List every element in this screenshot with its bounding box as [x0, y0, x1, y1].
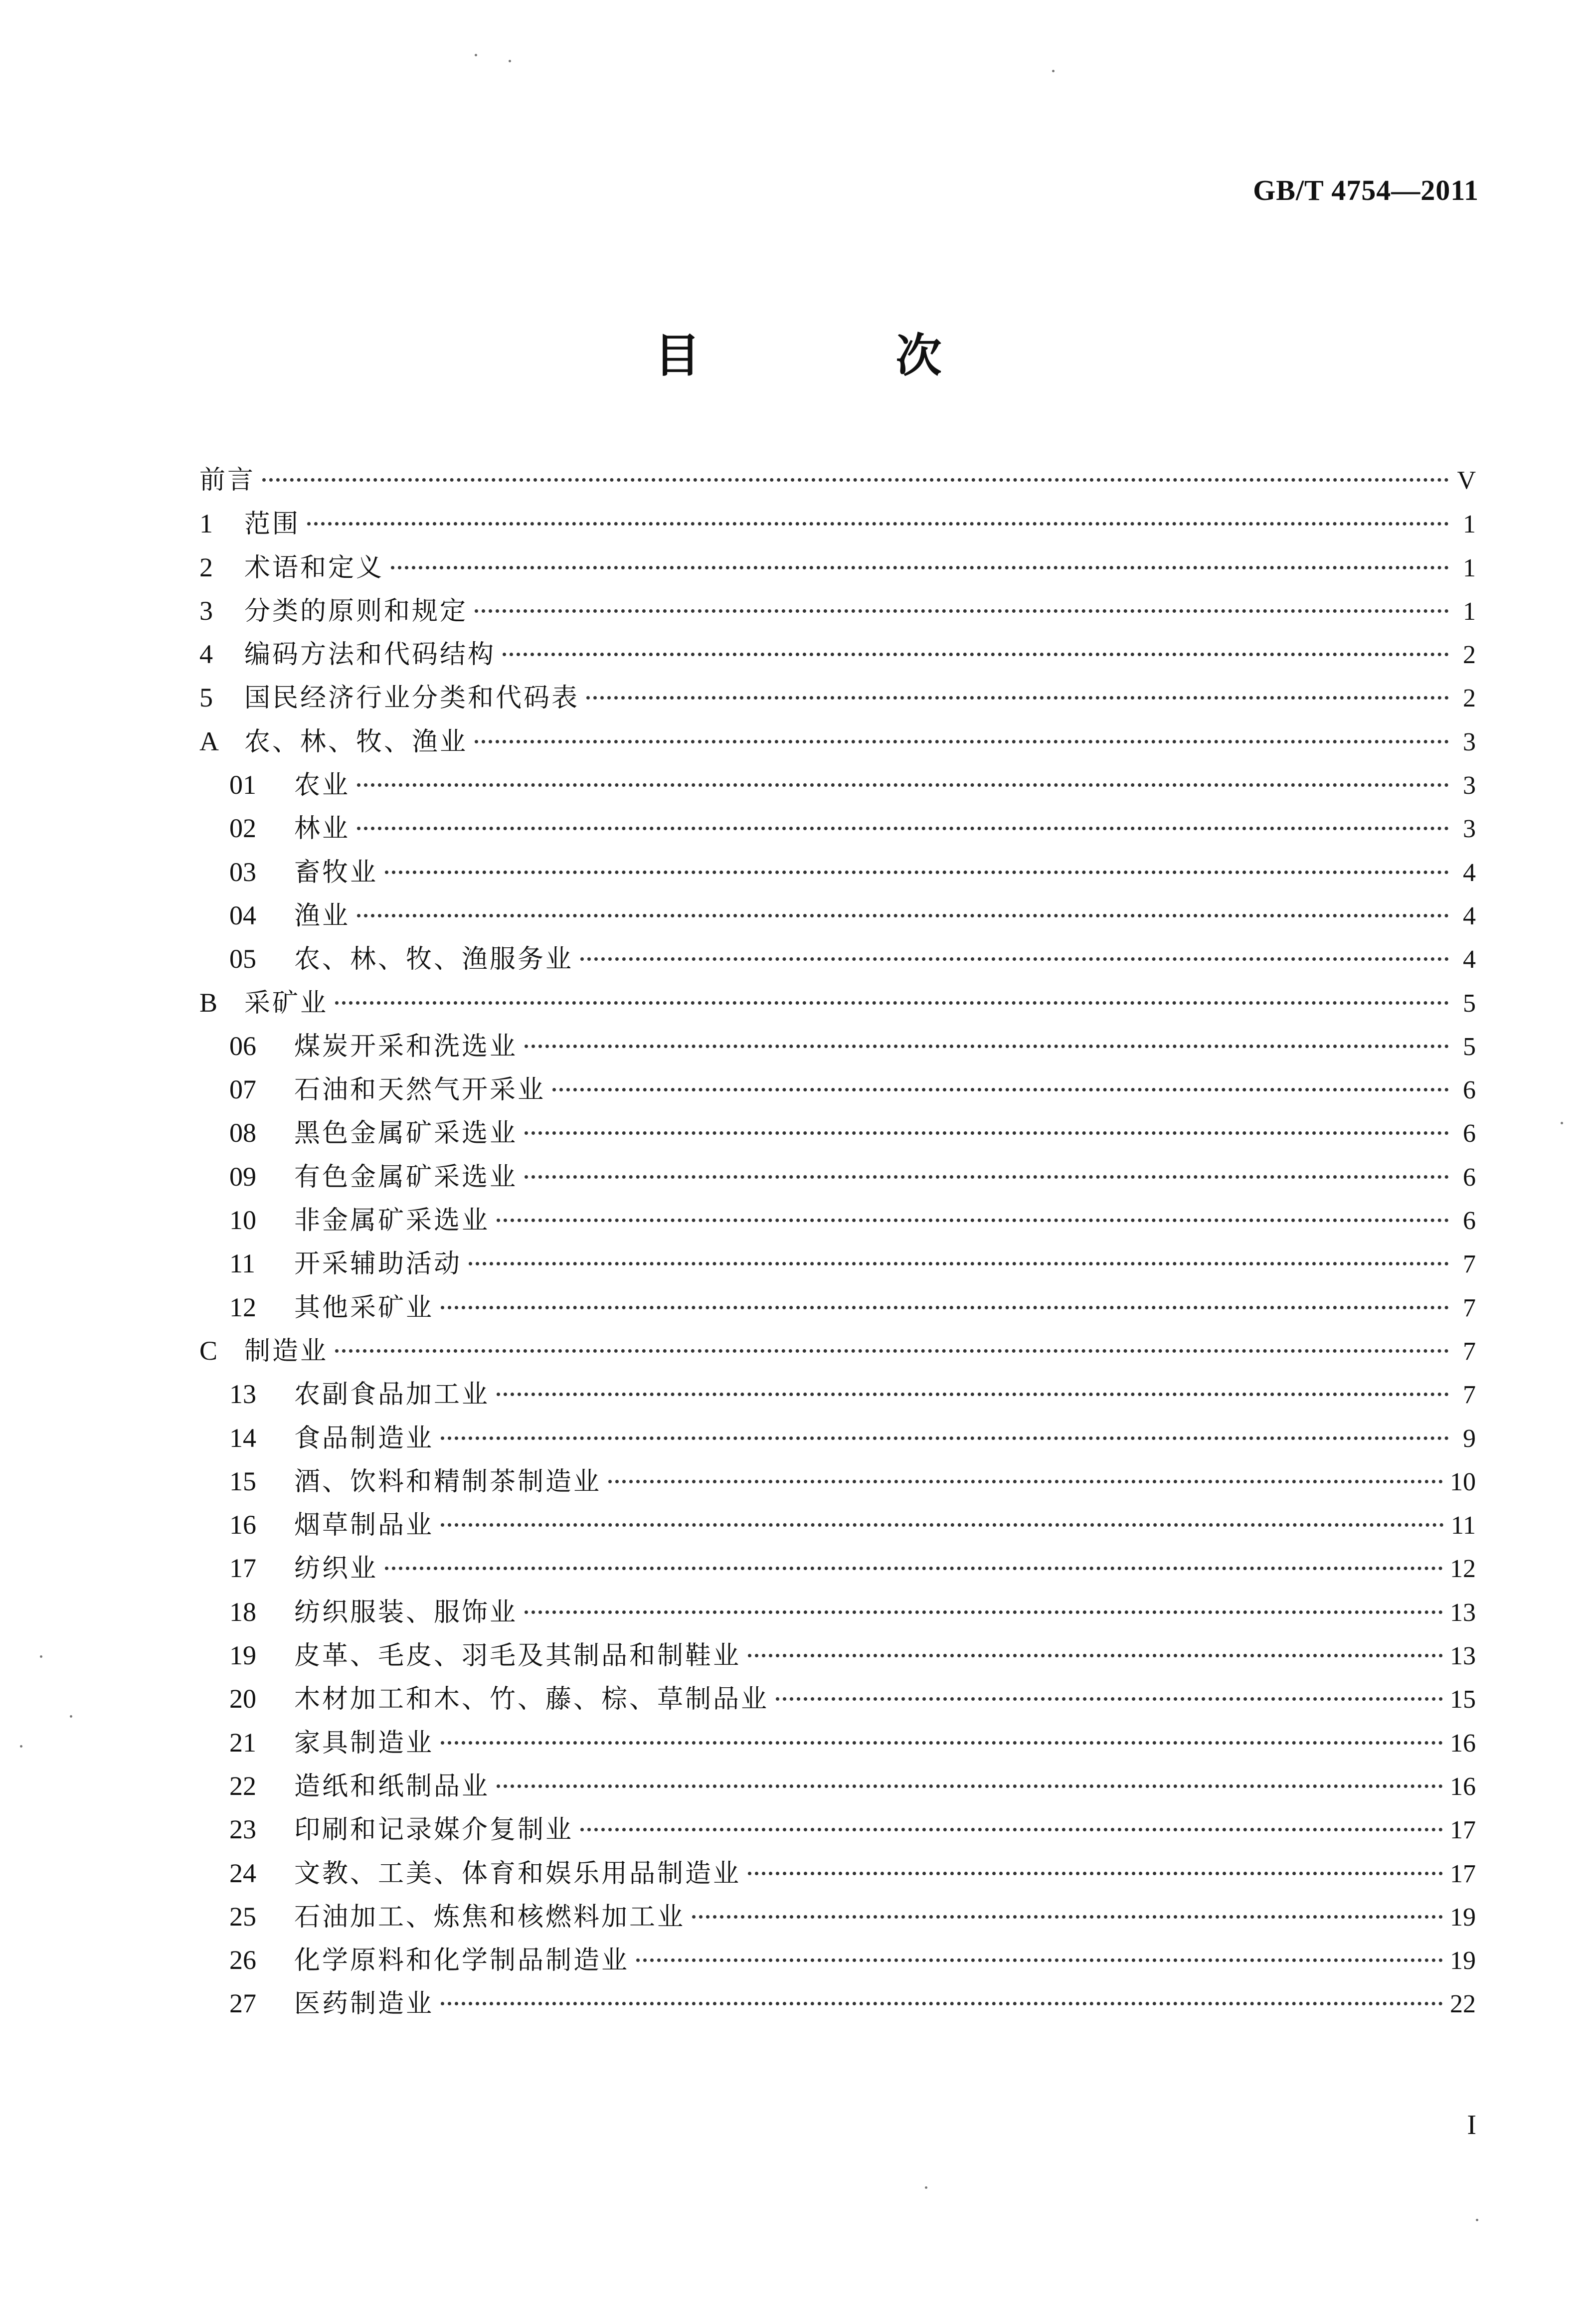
dot-leader	[307, 522, 1449, 526]
toc-entry-label: 采矿业	[244, 988, 329, 1018]
dot-leader	[525, 1045, 1449, 1048]
toc-entry[interactable]	[199, 502, 1476, 545]
toc-entry-page: 6	[1463, 1076, 1476, 1105]
toc-entry-label: 农、林、牧、渔业	[244, 726, 468, 757]
toc-entry-number: 1	[199, 509, 213, 539]
toc-entry-page: 1	[1463, 510, 1476, 539]
dot-leader	[497, 1393, 1449, 1396]
toc-entry-number: 18	[229, 1596, 256, 1627]
scan-speck	[70, 1715, 72, 1718]
toc-entry-label: 家具制造业	[294, 1728, 434, 1758]
toc-entry-number: 16	[229, 1510, 256, 1540]
toc-entry[interactable]	[199, 1721, 1476, 1765]
toc-entry-label: 医药制造业	[294, 1989, 434, 2019]
toc-entry-number: 01	[229, 770, 256, 800]
toc-entry-label: 农副食品加工业	[294, 1380, 490, 1410]
toc-entry-number: 06	[229, 1031, 256, 1061]
toc-entry-page: 4	[1463, 901, 1476, 930]
toc-entry-number: 13	[229, 1379, 256, 1410]
dot-leader	[497, 1784, 1443, 1788]
toc-entry[interactable]	[199, 1677, 1476, 1721]
toc-entry-label: 分类的原则和规定	[244, 596, 468, 626]
toc-entry-page: 16	[1450, 1772, 1476, 1801]
toc-entry[interactable]	[199, 1286, 1476, 1329]
toc-entry-page: 5	[1463, 1032, 1476, 1061]
toc-entry-label: 编码方法和代码结构	[244, 640, 496, 670]
toc-entry-label: 食品制造业	[294, 1423, 434, 1453]
toc-entry[interactable]	[199, 1852, 1476, 1895]
toc-entry-label: 石油加工、炼焦和核燃料加工业	[294, 1902, 686, 1932]
toc-entry-label: 皮革、毛皮、羽毛及其制品和制鞋业	[294, 1641, 741, 1671]
scan-speck	[20, 1745, 22, 1748]
toc-entry-number: 24	[229, 1858, 256, 1888]
toc-entry[interactable]	[199, 633, 1476, 676]
toc-entry[interactable]	[199, 1808, 1476, 1851]
toc-entry-page: 7	[1463, 1250, 1476, 1279]
toc-entry-number: A	[199, 726, 219, 756]
dot-leader	[748, 1872, 1443, 1875]
toc-entry[interactable]	[199, 1503, 1476, 1547]
toc-entry[interactable]	[199, 1591, 1476, 1634]
toc-entry[interactable]	[199, 676, 1476, 719]
dot-leader	[469, 1262, 1449, 1265]
toc-entry-label: 黑色金属矿采选业	[294, 1118, 518, 1149]
toc-entry-number: 10	[229, 1205, 256, 1236]
toc-entry-number: 02	[229, 813, 256, 844]
table-of-contents	[199, 459, 1476, 2026]
toc-entry-label: 纺织业	[294, 1554, 378, 1584]
page-title: 目 次	[654, 329, 1017, 382]
dot-leader	[776, 1697, 1443, 1701]
toc-entry-page: 2	[1463, 641, 1476, 670]
toc-entry-page: 9	[1463, 1424, 1476, 1453]
toc-entry[interactable]	[199, 1329, 1476, 1373]
dot-leader	[525, 1131, 1449, 1135]
dot-leader	[385, 1567, 1443, 1570]
toc-entry-label: 印刷和记录媒介复制业	[294, 1815, 574, 1845]
scan-speck	[475, 54, 477, 56]
dot-leader	[748, 1654, 1443, 1657]
toc-entry-label: 前言	[199, 465, 256, 495]
toc-entry-number: 12	[229, 1292, 256, 1322]
toc-entry-label: 酒、饮料和精制茶制造业	[294, 1466, 602, 1497]
toc-entry-page: 3	[1463, 727, 1476, 756]
toc-entry-label: 石油和天然气开采业	[294, 1075, 546, 1105]
toc-entry-number: 27	[229, 1988, 256, 2019]
toc-entry-label: 有色金属矿采选业	[294, 1162, 518, 1192]
toc-entry-number: 4	[199, 639, 213, 670]
toc-entry-label: 非金属矿采选业	[294, 1206, 490, 1236]
toc-entry-number: 17	[229, 1553, 256, 1584]
toc-entry-number: 2	[199, 552, 213, 582]
toc-entry[interactable]	[199, 1765, 1476, 1808]
toc-entry-label: 农、林、牧、渔服务业	[294, 944, 574, 975]
toc-entry-page: 6	[1463, 1207, 1476, 1236]
toc-entry-page: 11	[1450, 1511, 1476, 1540]
dot-leader	[475, 609, 1449, 613]
toc-entry-label: 渔业	[294, 900, 351, 931]
toc-entry-page: 17	[1450, 1859, 1476, 1888]
toc-entry-label: 范围	[244, 509, 301, 539]
dot-leader	[335, 1349, 1449, 1353]
dot-leader	[692, 1915, 1443, 1919]
toc-entry-number: 5	[199, 683, 213, 713]
toc-entry[interactable]	[199, 1068, 1476, 1111]
dot-leader	[552, 1088, 1449, 1091]
toc-entry-page: 7	[1463, 1381, 1476, 1410]
toc-entry-page: 12	[1450, 1555, 1476, 1584]
toc-entry-page: 3	[1463, 771, 1476, 800]
toc-entry-number: 05	[229, 944, 256, 974]
toc-entry[interactable]	[199, 1199, 1476, 1242]
toc-entry-number: 21	[229, 1727, 256, 1758]
toc-entry[interactable]	[199, 1634, 1476, 1677]
scan-speck	[1052, 70, 1055, 72]
toc-entry[interactable]	[199, 807, 1476, 850]
toc-entry-number: 25	[229, 1901, 256, 1932]
toc-entry-number: 04	[229, 900, 256, 930]
scan-speck	[40, 1655, 42, 1658]
toc-entry-number: 08	[229, 1118, 256, 1148]
dot-leader	[580, 957, 1449, 961]
toc-entry-number: 3	[199, 595, 213, 626]
toc-entry-number: 20	[229, 1684, 256, 1714]
toc-entry-page: 5	[1463, 989, 1476, 1018]
toc-entry-number: C	[199, 1335, 218, 1366]
toc-entry[interactable]	[199, 851, 1476, 894]
toc-entry[interactable]	[199, 459, 1476, 502]
dot-leader	[503, 653, 1449, 656]
toc-entry-label: 农业	[294, 770, 351, 801]
dot-leader	[441, 1741, 1443, 1745]
dot-leader	[525, 1610, 1443, 1614]
dot-leader	[475, 740, 1449, 743]
toc-entry[interactable]	[199, 1895, 1476, 1939]
toc-entry-page: 15	[1450, 1685, 1476, 1714]
dot-leader	[262, 478, 1449, 482]
toc-entry-page: 13	[1450, 1598, 1476, 1627]
dot-leader	[441, 1523, 1444, 1527]
toc-entry-label: 化学原料和化学制品制造业	[294, 1946, 630, 1976]
toc-entry-label: 煤炭开采和洗选业	[294, 1031, 518, 1062]
toc-entry-label: 林业	[294, 814, 351, 844]
dot-leader	[525, 1175, 1449, 1179]
toc-entry-page: 3	[1463, 815, 1476, 844]
dot-leader	[357, 914, 1449, 917]
toc-entry-label: 术语和定义	[244, 552, 384, 583]
toc-entry-page: 7	[1463, 1337, 1476, 1366]
scan-speck	[509, 60, 511, 62]
toc-entry-label: 开采辅助活动	[294, 1249, 462, 1279]
toc-entry-number: 09	[229, 1161, 256, 1192]
toc-entry[interactable]	[199, 589, 1476, 633]
dot-leader	[357, 783, 1449, 787]
scan-speck	[925, 2186, 927, 2189]
toc-entry-page: 6	[1463, 1119, 1476, 1148]
toc-entry[interactable]	[199, 894, 1476, 937]
toc-entry[interactable]	[199, 1373, 1476, 1416]
toc-entry[interactable]	[199, 1460, 1476, 1503]
toc-entry-number: 03	[229, 857, 256, 887]
toc-entry-number: 11	[229, 1248, 255, 1279]
toc-entry-page: 10	[1450, 1467, 1476, 1496]
toc-entry-page: 19	[1450, 1903, 1476, 1932]
dot-leader	[636, 1958, 1443, 1962]
toc-entry-page: 1	[1463, 553, 1476, 582]
page-number: I	[1467, 2110, 1476, 2140]
toc-entry-page: 16	[1450, 1729, 1476, 1758]
toc-entry[interactable]	[199, 546, 1476, 589]
toc-entry-label: 烟草制品业	[294, 1510, 434, 1541]
toc-entry-page: 1	[1463, 597, 1476, 626]
toc-entry-number: 23	[229, 1814, 256, 1845]
toc-entry-label: 畜牧业	[294, 857, 378, 887]
toc-entry-label: 纺织服装、服饰业	[294, 1597, 518, 1627]
dot-leader	[580, 1828, 1443, 1831]
toc-entry-page: 22	[1450, 1990, 1476, 2019]
toc-entry[interactable]	[199, 1025, 1476, 1068]
toc-entry-label: 造纸和纸制品业	[294, 1771, 490, 1801]
toc-entry[interactable]	[199, 1547, 1476, 1590]
toc-entry[interactable]	[199, 1417, 1476, 1460]
toc-entry-number: 14	[229, 1422, 256, 1453]
toc-entry-page: 19	[1450, 1947, 1476, 1975]
dot-leader	[441, 1306, 1449, 1309]
toc-entry-label: 国民经济行业分类和代码表	[244, 683, 580, 713]
toc-entry[interactable]	[199, 1242, 1476, 1285]
dot-leader	[497, 1219, 1449, 1222]
toc-entry-number: 15	[229, 1466, 256, 1496]
dot-leader	[586, 696, 1449, 700]
toc-entry-page: 17	[1450, 1816, 1476, 1845]
dot-leader	[391, 566, 1449, 569]
toc-entry-page: 2	[1463, 684, 1476, 713]
dot-leader	[385, 871, 1449, 874]
toc-entry-number: 26	[229, 1945, 256, 1975]
toc-entry-page: 6	[1463, 1163, 1476, 1192]
toc-entry[interactable]	[199, 763, 1476, 807]
toc-entry-number: 07	[229, 1074, 256, 1105]
toc-entry-page: V	[1457, 466, 1476, 495]
dot-leader	[441, 2002, 1443, 2005]
toc-entry[interactable]	[199, 1111, 1476, 1155]
toc-entry-label: 制造业	[244, 1336, 329, 1366]
toc-entry-number: B	[199, 987, 218, 1018]
toc-entry-page: 4	[1463, 945, 1476, 974]
toc-entry-label: 木材加工和木、竹、藤、棕、草制品业	[294, 1684, 769, 1715]
toc-entry[interactable]	[199, 1939, 1476, 1982]
dot-leader	[608, 1480, 1443, 1483]
toc-entry-page: 13	[1450, 1642, 1476, 1671]
toc-entry[interactable]	[199, 1155, 1476, 1199]
toc-entry[interactable]	[199, 981, 1476, 1025]
standard-code: GB/T 4754—2011	[1253, 174, 1479, 206]
toc-entry-label: 其他采矿业	[294, 1292, 434, 1323]
toc-entry-number: 19	[229, 1640, 256, 1671]
toc-entry[interactable]	[199, 720, 1476, 763]
scan-speck	[1476, 2219, 1478, 2221]
toc-entry[interactable]	[199, 1982, 1476, 2025]
toc-entry-label: 文教、工美、体育和娱乐用品制造业	[294, 1858, 741, 1889]
toc-entry-page: 4	[1463, 858, 1476, 887]
scan-speck	[1561, 1122, 1563, 1124]
toc-entry-page: 7	[1463, 1293, 1476, 1322]
toc-entry-number: 22	[229, 1771, 256, 1801]
dot-leader	[357, 827, 1449, 830]
dot-leader	[441, 1436, 1449, 1440]
toc-entry[interactable]	[199, 937, 1476, 981]
dot-leader	[335, 1001, 1449, 1005]
